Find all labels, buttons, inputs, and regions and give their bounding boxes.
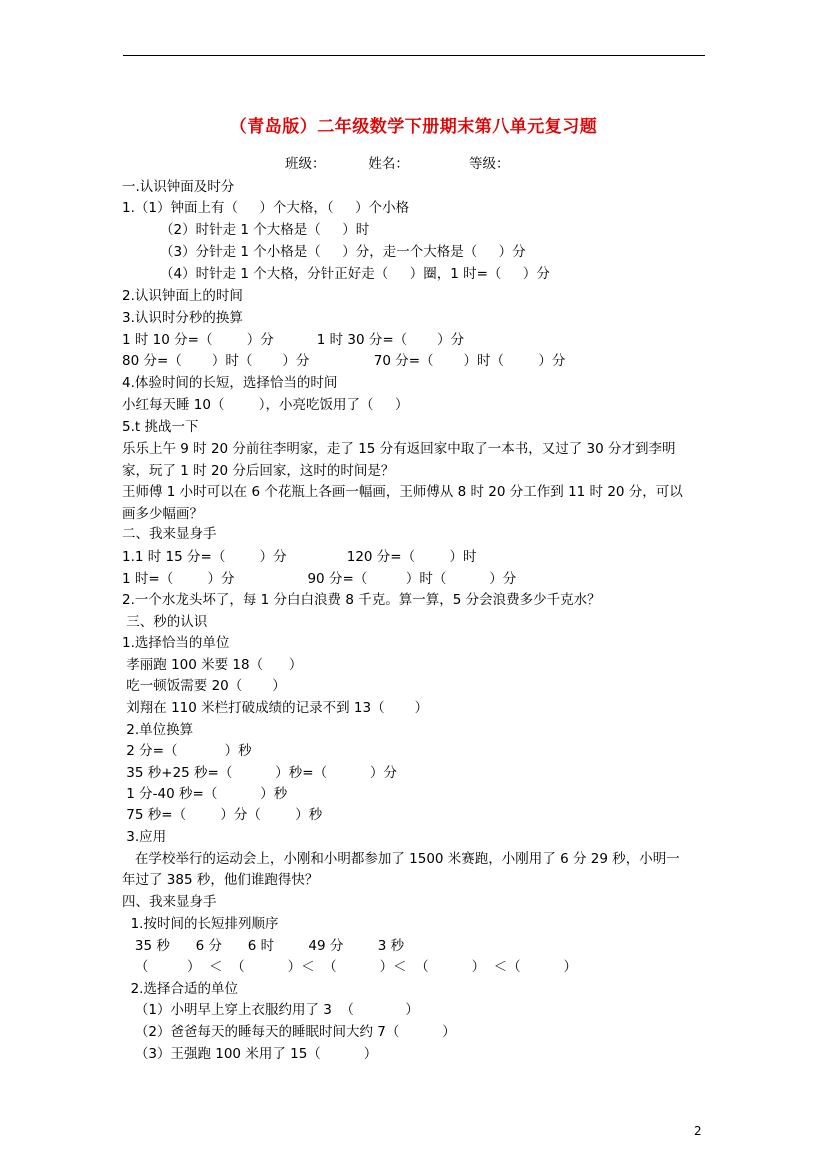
text-line: 刘翔在 110 米栏打破成绩的记录不到 13（ ）: [122, 700, 429, 716]
text-line: 在学校举行的运动会上，小刚和小明都参加了 1500 米赛跑，小刚用了 6 分 29 秒，小明一: [122, 851, 680, 867]
text-line: 小红每天睡 10（ ），小亮吃饭用了（ ）: [122, 397, 409, 413]
text-line: （4）时针走 1 个大格，分针正好走（ ）圈，1 时=（ ）分: [160, 266, 550, 282]
text-line: 二、我来显身手: [122, 526, 217, 542]
text-line: 乐乐上午 9 时 20 分前往李明家，走了 15 分有返回家中取了一本书，又过了 30 分才到李明: [122, 441, 676, 457]
text-line: （3）分针走 1 个小格是（ ）分，走一个大格是（ ）分: [160, 244, 526, 260]
text-line: 2.认识钟面上的时间: [122, 288, 243, 304]
text-line: （ ） ＜ （ ）＜ （ ）＜ （ ） ＜（ ）: [122, 959, 578, 975]
text-line: 吃一顿饭需要 20（ ）: [122, 678, 286, 694]
text-line: 5.t 挑战一下: [122, 419, 199, 435]
text-line: 家，玩了 1 时 20 分后回家，这时的时间是？: [122, 463, 395, 479]
text-line: 2.单位换算: [122, 722, 194, 738]
page-title: （青岛版）二年级数学下册期末第八单元复习题: [229, 117, 598, 137]
text-line: （2）爸爸每天的睡每天的睡眠时间大约 7（ ）: [122, 1024, 456, 1040]
text-line: 1.（1）钟面上有（ ）个大格，（ ）个小格: [122, 200, 410, 216]
text-line: 四、我来显身手: [122, 894, 217, 910]
text-line: 年过了 385 秒，他们谁跑得快？: [122, 872, 319, 888]
text-line: （2）时针走 1 个大格是（ ）时: [160, 222, 370, 238]
text-line: 35 秒 6 分 6 时 49 分 3 秒: [122, 938, 405, 954]
text-line: 35 秒+25 秒=（ ）秒=（ ）分: [122, 765, 397, 781]
text-line: 三、秒的认识: [122, 614, 208, 630]
text-line: 3.应用: [122, 829, 167, 845]
text-line: 1 时 10 分=（ ）分 1 时 30 分=（ ）分: [122, 332, 465, 348]
text-line: 王师傅 1 小时可以在 6 个花瓶上各画一幅画，王师傅从 8 时 20 分工作到 11 时 20 分，可以: [122, 484, 683, 500]
student-info-line: 班级： 姓名： 等级：: [285, 156, 510, 172]
text-line: 4.体验时间的长短，选择恰当的时间: [122, 375, 338, 391]
text-line: 75 秒=（ ）分（ ）秒: [122, 807, 323, 823]
text-line: 2.选择合适的单位: [122, 981, 238, 997]
text-line: 1 时=（ ）分 90 分=（ ）时（ ）分: [122, 571, 517, 587]
text-line: 1.选择恰当的单位: [122, 635, 230, 651]
text-line: 画多少幅画？: [122, 506, 203, 522]
page-number: 2: [694, 1124, 702, 1138]
text-line: 1.按时间的长短排列顺序: [122, 916, 279, 932]
text-line: （1）小明早上穿上衣服约用了 3 （ ）: [122, 1002, 419, 1018]
header-rule: [123, 55, 705, 56]
text-line: 1 分-40 秒=（ ）秒: [122, 786, 288, 802]
text-line: 孝丽跑 100 米要 18（ ）: [122, 657, 303, 673]
text-line: （3）王强跑 100 米用了 15（ ）: [122, 1046, 378, 1062]
text-line: 1.1 时 15 分=（ ）分 120 分=（ ）时: [122, 549, 477, 565]
text-line: 2 分=（ ）秒: [122, 743, 252, 759]
text-line: 一.认识钟面及时分: [122, 179, 235, 195]
text-line: 3.认识时分秒的换算: [122, 310, 243, 326]
text-line: 2.一个水龙头坏了，每 1 分白白浪费 8 千克。算一算，5 分会浪费多少千克水？: [122, 592, 601, 608]
text-line: 80 分=（ ）时（ ）分 70 分=（ ）时（ ）分: [122, 353, 566, 369]
